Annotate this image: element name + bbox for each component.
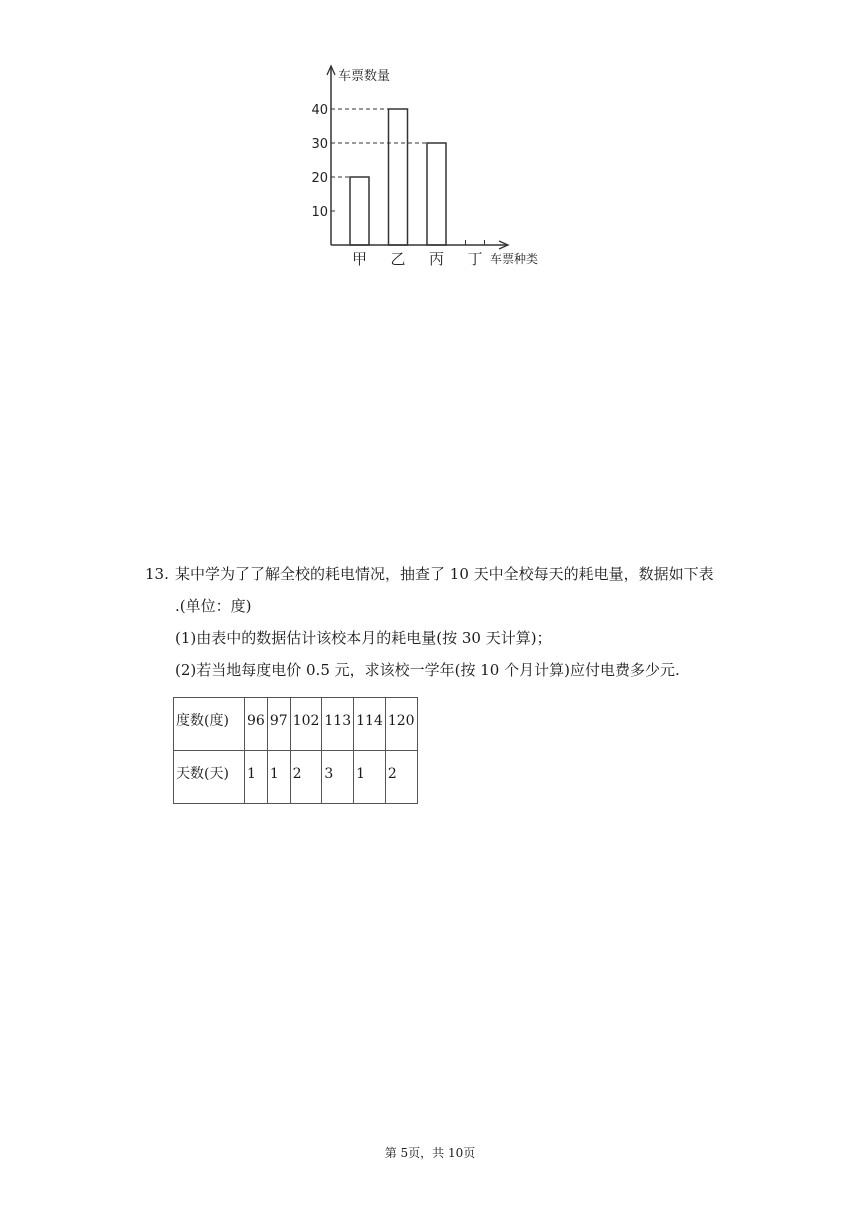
table-cell: 102 bbox=[290, 698, 322, 751]
x-axis-title: 车票种类 bbox=[490, 252, 539, 266]
table-row bbox=[174, 698, 418, 751]
x-tick-label: 乙 bbox=[390, 250, 406, 268]
table-cell: 97 bbox=[267, 698, 290, 751]
bar bbox=[427, 143, 446, 245]
question-line-2 bbox=[145, 590, 745, 622]
table-cell: 2 bbox=[290, 751, 322, 804]
table-cell: 3 bbox=[322, 751, 354, 804]
bar-chart-svg bbox=[300, 56, 560, 276]
table-cell: 120 bbox=[385, 698, 417, 751]
question-part-2-text: (2)若当地每度电价 0.5 元，求该校一学年(按 10 个月计算)应付电费多少元. bbox=[175, 661, 680, 679]
y-tick-label: 30 bbox=[311, 137, 328, 152]
bar bbox=[350, 177, 369, 245]
y-axis-title: 车票数量 bbox=[338, 69, 391, 84]
question-line-1 bbox=[145, 558, 745, 590]
question-text-line-1: 某中学为了了解全校的耗电情况，抽查了 10 天中全校每天的耗电量，数据如下表 bbox=[175, 565, 714, 583]
table-row-label: 天数(天) bbox=[174, 751, 245, 804]
y-tick-label: 10 bbox=[311, 205, 328, 220]
x-tick-label: 丁 bbox=[467, 250, 483, 268]
question-13 bbox=[145, 558, 745, 686]
page-footer: 第 5页，共 10页 bbox=[384, 1146, 476, 1160]
table-cell: 2 bbox=[385, 751, 417, 804]
data-table bbox=[173, 697, 418, 804]
y-tick-label: 40 bbox=[311, 103, 328, 118]
table-cell: 1 bbox=[354, 751, 386, 804]
question-part-1-text: (1)由表中的数据估计该校本月的耗电量(按 30 天计算)； bbox=[175, 629, 552, 647]
table-cell: 1 bbox=[267, 751, 290, 804]
table-row bbox=[174, 751, 418, 804]
table-cell: 1 bbox=[245, 751, 268, 804]
table-cell: 114 bbox=[354, 698, 386, 751]
table-row-label: 度数(度) bbox=[174, 698, 245, 751]
table-cell: 113 bbox=[322, 698, 354, 751]
table-cell: 96 bbox=[245, 698, 268, 751]
question-part-2 bbox=[145, 654, 745, 686]
question-part-1 bbox=[145, 622, 745, 654]
y-tick-label: 20 bbox=[311, 171, 328, 186]
question-number: 13. bbox=[145, 565, 169, 583]
bar-chart bbox=[300, 56, 560, 276]
x-tick-label: 甲 bbox=[351, 250, 368, 268]
question-text-line-2: .(单位：度) bbox=[175, 597, 252, 615]
x-tick-label: 丙 bbox=[428, 250, 445, 268]
bar bbox=[389, 109, 408, 245]
